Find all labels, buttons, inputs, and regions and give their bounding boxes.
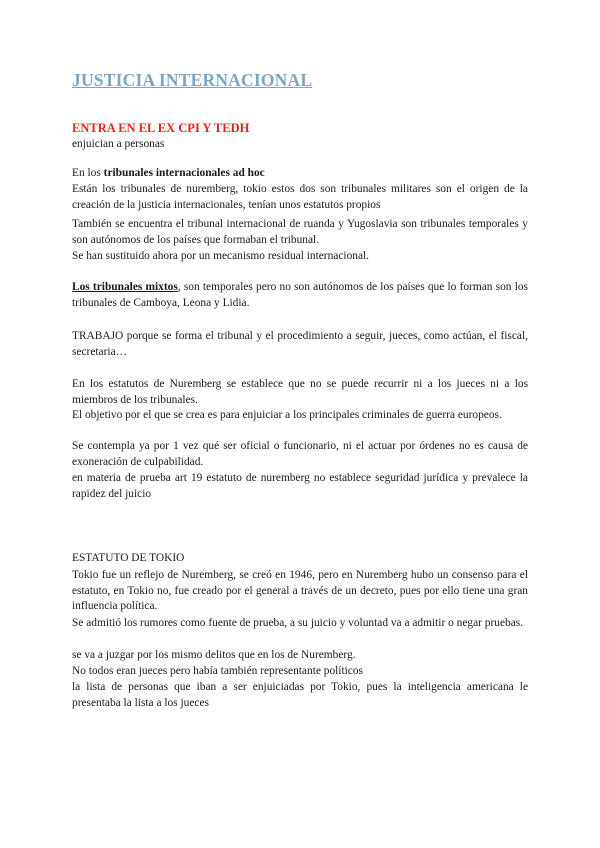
adhoc-bold-text: tribunales internacionales ad hoc [103, 167, 265, 179]
paragraph-tokio: Tokio fue un reflejo de Nuremberg, se creó en 1946, pero en Nuremberg hubo un consenso para el estatuto, en Tokio no, fue creado por el general a través de un decreto, pues por ello tiene una gran influencia política. [72, 569, 528, 612]
paragraph-estatutos: En los estatutos de Nuremberg se establece que no se puede recurrir ni a los jueces ni a los miembros de los tribunales. [72, 378, 528, 406]
paragraph-rumores: Se admitió los rumores como fuente de prueba, a su juicio y voluntad va a admitir o negar pruebas. [72, 617, 524, 629]
paragraph-lista: la lista de personas que iban a ser enjuiciadas por Tokio, pues la inteligencia americana le presentaba la lista a los jueces [72, 681, 528, 709]
line-adhoc [72, 166, 528, 182]
paragraph-trabajo: TRABAJO porque se forma el tribunal y el procedimiento a seguir, jueces, como actúan, el fiscal, secretaria… [72, 330, 528, 358]
mixtos-text: , son temporales pero no son autónomos de los países que lo forman son los tribunales de Camboya, Leona y Lidia. [72, 281, 528, 309]
paragraph-nuremberg-tokio: Están los tribunales de nuremberg, tokio estos dos son tribunales militares son el origen de la creación de la justicia internacionales, tenían unos estatutos propios [72, 183, 528, 211]
line-enjuician: enjuician a personas [72, 138, 165, 150]
section-heading-tokio: ESTATUTO DE TOKIO [72, 552, 185, 564]
paragraph-prueba: en materia de prueba art 19 estatuto de nuremberg no establece seguridad jurídica y prevalece la rapidez del juicio [72, 472, 528, 500]
document-title: JUSTICIA INTERNACIONAL [72, 70, 313, 90]
paragraph-ruanda-yugoslavia: También se encuentra el tribunal internacional de ruanda y Yugoslavia son tribunales temporales y son autónomos de los países que formaban el tribunal. [72, 218, 528, 246]
line-delitos: se va a juzgar por los mismo delitos que en los de Nuremberg. [72, 649, 356, 661]
paragraph-contempla: Se contempla ya por 1 vez qué ser oficial o funcionario, ni el actuar por órdenes no es causa de exoneración de culpabilidad. [72, 440, 528, 468]
mixtos-heading: Los tribunales mixtos [72, 281, 178, 293]
paragraph-objetivo: El objetivo por el que se crea es para enjuiciar a los principales criminales de guerra europeos. [72, 409, 502, 421]
section-heading-cpi-tedh: ENTRA EN EL EX CPI Y TEDH [72, 121, 250, 135]
line-jueces: No todos eran jueces pero había también representante políticos [72, 665, 363, 677]
line-sustituido: Se han sustituido ahora por un mecanismo residual internacional. [72, 250, 370, 262]
paragraph-tribunales-mixtos [72, 280, 528, 311]
adhoc-prefix: En los [72, 167, 104, 179]
